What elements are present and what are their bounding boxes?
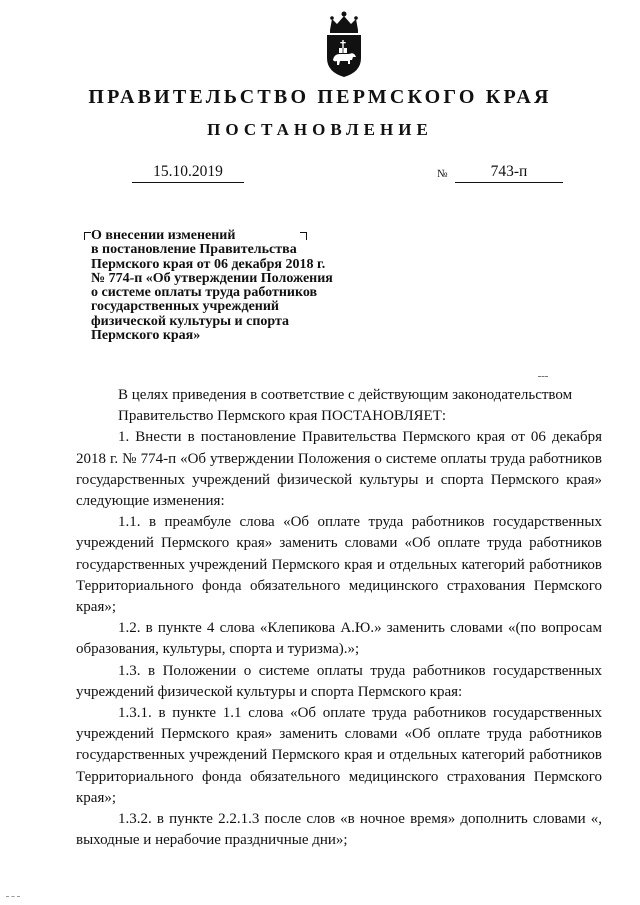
coat-of-arms-emblem	[322, 10, 366, 78]
subject-line: Пермского края от 06 декабря 2018 г.	[91, 256, 326, 272]
document-body	[76, 385, 602, 851]
body-paragraph: 1.1. в преамбуле слова «Об оплате труда работников государственных учреждений Пермского края» заменить словами «Об оплате труда работников государственных учреждений Пермского края и отдельных категорий работников Территориального фонда обязательного медицинского страхования Пермского края»;	[76, 514, 602, 616]
perm-krai-coat-of-arms-icon	[322, 10, 366, 78]
body-paragraph: 1.3.2. в пункте 2.2.1.3 после слов «в ночное время» дополнить словами «, выходные и нерабочие праздничные дни»;	[76, 811, 602, 849]
body-paragraph: В целях приведения в соответствие с действующим законодательством	[118, 387, 573, 403]
scan-edge-mark	[6, 896, 20, 897]
document-type: ПОСТАНОВЛЕНИЕ	[207, 120, 433, 139]
subject-line: О внесении изменений	[91, 228, 236, 243]
number-sign: №	[437, 168, 448, 180]
subject-line: о системе оплаты труда работников	[91, 285, 318, 301]
government-title: ПРАВИТЕЛЬСТВО ПЕРМСКОГО КРАЯ	[88, 86, 552, 108]
scan-mark	[538, 376, 548, 378]
document-number: 743-п	[455, 163, 563, 183]
subject-line: № 774-п «Об утверждении Положения	[91, 270, 333, 286]
subject-line: Пермского края»	[91, 328, 201, 344]
document-subject	[91, 229, 371, 343]
body-paragraph: Правительство Пермского края ПОСТАНОВЛЯЕТ:	[118, 408, 447, 425]
subject-line: физической культуры и спорта	[91, 313, 290, 329]
document-date: 15.10.2019	[132, 163, 244, 183]
subject-line: государственных учреждений	[91, 299, 279, 315]
body-paragraph: 1.2. в пункте 4 слова «Клепикова А.Ю.» заменить словами «(по вопросам образования, культуры, спорта и туризма).»;	[76, 620, 602, 658]
body-paragraph: 1.3. в Положении о системе оплаты труда работников государственных учреждений физической культуры и спорта Пермского края:	[76, 662, 602, 700]
subject-line: в постановление Правительства	[91, 242, 297, 258]
subject-corner-left	[84, 232, 91, 240]
body-paragraph: 1. Внести в постановление Правительства Пермского края от 06 декабря 2018 г. № 774-п «Об утверждении Положения о системе оплаты труда работников государственных учреждений физической культуры и спорта Пермского края» следующие изменения:	[76, 429, 602, 510]
body-paragraph: 1.3.1. в пункте 1.1 слова «Об оплате труда работников государственных учреждений Пермского края» заменить словами «Об оплате труда работников государственных учреждений Пермского края и отдельных категорий работников Территориального фонда обязательного медицинского страхования Пермского края»;	[76, 705, 602, 806]
